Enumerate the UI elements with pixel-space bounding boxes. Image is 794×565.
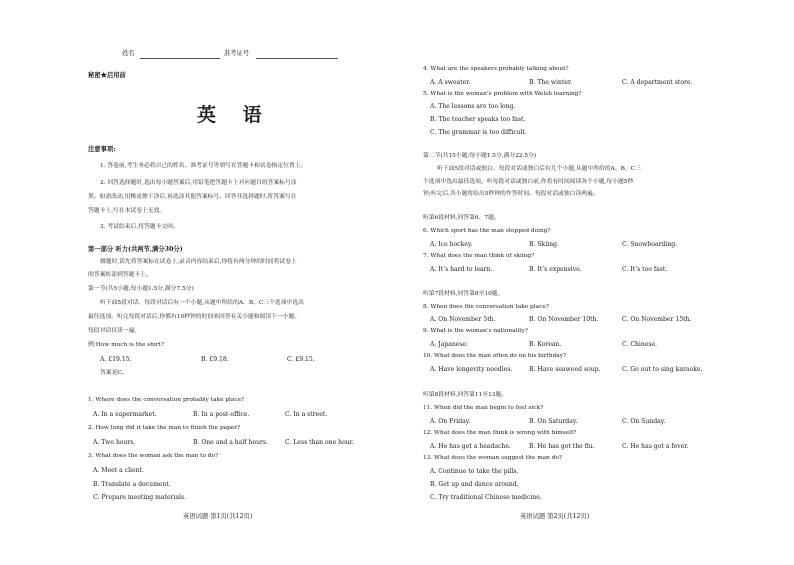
section1-title: 第一节(共5小题;每小题1.5分,满分7.5分) <box>88 286 194 292</box>
option-c: C. Snowboarding. <box>622 241 678 248</box>
option-a: A. Meet a client. <box>93 467 144 474</box>
page-footer: 英语试题 第1页(共12页) <box>183 513 253 520</box>
right-page <box>397 0 794 565</box>
secret-label: 秘密★启用前 <box>88 72 126 79</box>
option-c: C. He has got a fever. <box>622 443 689 450</box>
notice-title: 注意事项: <box>88 146 116 153</box>
option-b: B. He has got the flu. <box>529 443 595 450</box>
id-blank-line <box>256 58 338 59</box>
option-c: C. Prepare meeting materials. <box>93 494 187 501</box>
question-text: 3. What does the woman ask the man to do? <box>88 453 219 459</box>
option-c: C. It’s too fast. <box>622 266 668 273</box>
option-b: B. It’s expensive. <box>529 266 582 273</box>
option-b: B. Korean. <box>529 341 562 348</box>
option-a: A. The lessons are too long. <box>430 103 516 110</box>
option-a: A. On Friday. <box>430 418 471 425</box>
section2-desc-line: 听下面5段对话或独白。每段对话或独白后有几个小题,从题中所给的A、B、C三 <box>437 166 641 172</box>
option-b: B. One and a half hours. <box>193 439 268 446</box>
option-c: C. Try traditional Chinese medicine. <box>430 494 542 501</box>
option-c: C. Chinese. <box>622 341 658 348</box>
option-b: B. Get up and dance around. <box>430 481 519 488</box>
option-b: B. The winter. <box>529 79 573 86</box>
notice-line: 1. 答卷前,考生务必将自己的姓名、准考证号等填写在答题卡和试卷指定位置上。 <box>100 163 307 169</box>
question-text: 4. What are the speakers probably talking about? <box>423 66 569 72</box>
question-text: 7. What does the man think of skiing? <box>423 253 535 259</box>
option-a: A. Continue to take the pills. <box>430 468 519 475</box>
section2-title: 第二节(共15小题;每小题1.5分,满分22.5分) <box>423 153 537 159</box>
section1-desc-line: 最佳选项。听完每段对话后,你都有10秒钟的时间来回答有关小题和阅读下一小题。 <box>88 314 301 320</box>
material-heading: 听第6段材料,回答第6、7题。 <box>423 215 500 221</box>
question-text: 9. What is the woman’s nationality? <box>423 328 528 334</box>
option-a: A. Ice hockey. <box>430 241 473 248</box>
option-b: B. Have seaweed soup. <box>529 366 601 373</box>
section1-desc-line: 听下面5段对话。每段对话后有一个小题,从题中所给的A、B、C三个选项中选出 <box>100 300 304 306</box>
option-c: C. In a street. <box>285 411 328 418</box>
option-a: A. It’s hard to learn. <box>430 266 493 273</box>
option-b: B. In a post-office. <box>193 411 250 418</box>
section2-desc-line: 钟;听完后,各小题将给出5秒钟的作答时间。每段对话或独白读两遍。 <box>423 191 599 197</box>
material-heading: 听第8段材料,回答第11至13题。 <box>423 392 508 398</box>
option-b: B. Skiing. <box>529 241 559 248</box>
example-option-a: A. £19.15. <box>100 356 132 363</box>
example-option-c: C. £9.15. <box>287 356 315 363</box>
part1-desc-line: 的答案转涂到答题卡上。 <box>88 272 152 278</box>
notice-line: 2. 回答选择题时,选出每小题答案后,用铅笔把答题卡上对应题目的答案标号涂 <box>100 180 297 186</box>
notice-line: 答题卡上,写在本试卷上无效。 <box>88 208 166 214</box>
notice-line: 3. 考试结束后,将答题卡交回。 <box>100 224 179 230</box>
section1-desc-line: 每段对话仅读一遍。 <box>88 328 141 334</box>
part1-title: 第一部分 听力(共两节,满分30分) <box>88 246 183 253</box>
example-question: 例:How much is the shirt? <box>88 342 164 348</box>
example-option-b: B. £9.18. <box>201 356 229 363</box>
name-blank-line <box>140 58 220 59</box>
option-c: C. Less than one hour. <box>285 439 354 446</box>
part1-desc-line: 做题时,请先将答案标在试卷上,录音内容结束后,你将有两分钟的时间将试卷上 <box>100 259 297 265</box>
question-text: 12. What does the man think is wrong with himself? <box>423 430 577 436</box>
option-b: B. On Saturday. <box>529 418 578 425</box>
page-title: 英 语 <box>197 104 272 126</box>
option-a: A. He has got a headache. <box>430 443 511 450</box>
id-label: 准考证号 <box>224 50 250 57</box>
notice-line: 黑。如需改动,用橡皮擦干净后,再选涂其他答案标号。回答非选择题时,将答案写在 <box>88 194 297 200</box>
option-c: C. The grammar is too difficult. <box>430 129 527 136</box>
option-c: C. A department store. <box>622 79 693 86</box>
material-heading: 听第7段材料,回答第8至10题。 <box>423 291 504 297</box>
name-label: 姓名 <box>122 50 135 57</box>
option-a: A. Two hours. <box>93 439 136 446</box>
option-c: C. Go out to sing karaoke. <box>622 366 703 373</box>
page-footer: 英语试题 第2页(共12页) <box>520 513 590 520</box>
option-a: A. Have longevity noodles. <box>430 366 513 373</box>
option-a: A. In a supermarket. <box>93 411 157 418</box>
question-text: 11. When did the man begin to feel sick? <box>423 405 544 411</box>
question-text: 13. What does the woman suggest the man do? <box>423 455 563 461</box>
option-b: B. On November 10th. <box>529 316 599 323</box>
example-answer: 答案是C。 <box>100 370 128 376</box>
question-text: 2. How long did it take the man to finish the paper? <box>88 425 241 431</box>
question-text: 5. What is the woman’s problem with Welsh learning? <box>423 91 582 97</box>
option-a: A. A sweater. <box>430 79 471 86</box>
option-b: B. Translate a document. <box>93 481 171 488</box>
option-a: A. On November 5th. <box>430 316 496 323</box>
question-text: 6. Which sport has the man stopped doing? <box>423 228 551 234</box>
question-text: 10. What does the man often do on his birthday? <box>423 353 567 359</box>
question-text: 8. When does the conversation take place? <box>423 304 549 310</box>
option-b: B. The teacher speaks too fast. <box>430 116 526 123</box>
question-text: 1. Where does the conversation probably take place? <box>88 397 245 403</box>
section2-desc-line: 个选项中选出最佳选项。听每段对话或独白前,你将有时间阅读各个小题,每小题5秒 <box>423 179 634 185</box>
option-a: A. Japanese. <box>430 341 469 348</box>
option-c: C. On Sunday. <box>622 418 666 425</box>
option-c: C. On November 15th. <box>622 316 692 323</box>
